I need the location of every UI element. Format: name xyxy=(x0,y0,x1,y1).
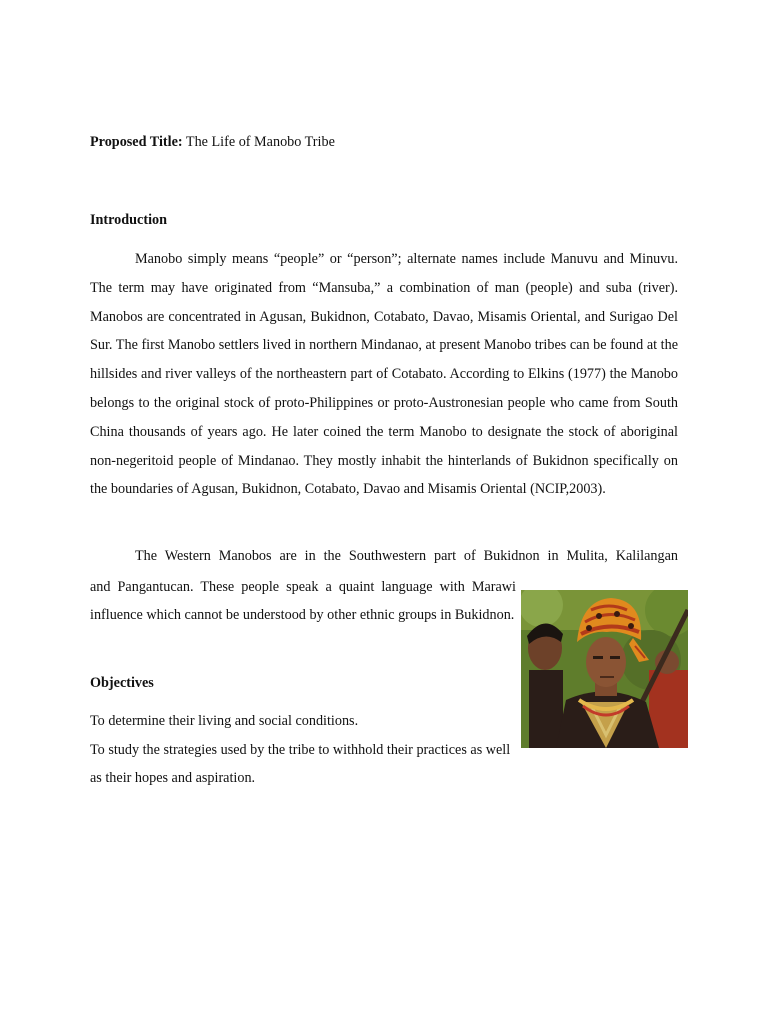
proposed-title xyxy=(90,133,335,151)
introduction-heading: Introduction xyxy=(90,212,167,228)
objectives-heading: Objectives xyxy=(90,675,154,691)
objective-item: To study the strategies used by the tribe to withhold their practices as well as their hopes and aspiration. xyxy=(90,742,511,787)
introduction-paragraph: Manobo simply means “people” or “person”; alternate names include Manuvu and Minuvu. The term may have originated from “Mansuba,” a combination of man (people) and suba (river). Manobos are concentrated in Agusan, Bukidnon, Cotabato, Davao, Misamis Oriental, and Surigao Del Sur. The first Manobo settlers lived in northern Mindanao, at present Manobo tribes can be found at the hillsides and river valleys of the northeastern part of Cotabato. According to Elkins (1977) the Manobo belongs to the original stock of proto-Philippines or proto-Austronesian people who came from South China thousands of years ago. He later coined the term Manobo to designate the stock of aboriginal non-negeritoid people of Mindanao. They mostly inhabit the hinterlands of Bukidnon specifically on the boundaries of Agusan, Bukidnon, Cotabato, Davao and Misamis Oriental (NCIP,2003). xyxy=(90,251,678,498)
western-manobo-first-line: The Western Manobos are in the Southwestern part of Bukidnon in Mulita, Kalilangan xyxy=(135,548,678,564)
proposed-title-label: Proposed Title: xyxy=(90,134,183,150)
proposed-title-text: The Life of Manobo Tribe xyxy=(182,134,335,150)
manobo-tribesman-photo xyxy=(521,590,688,748)
western-manobo-paragraph: and Pangantucan. These people speak a quaint language with Marawi influence which cannot be understood by other ethnic groups in Bukidnon. xyxy=(90,579,516,624)
objective-item: To determine their living and social conditions. xyxy=(90,713,359,729)
